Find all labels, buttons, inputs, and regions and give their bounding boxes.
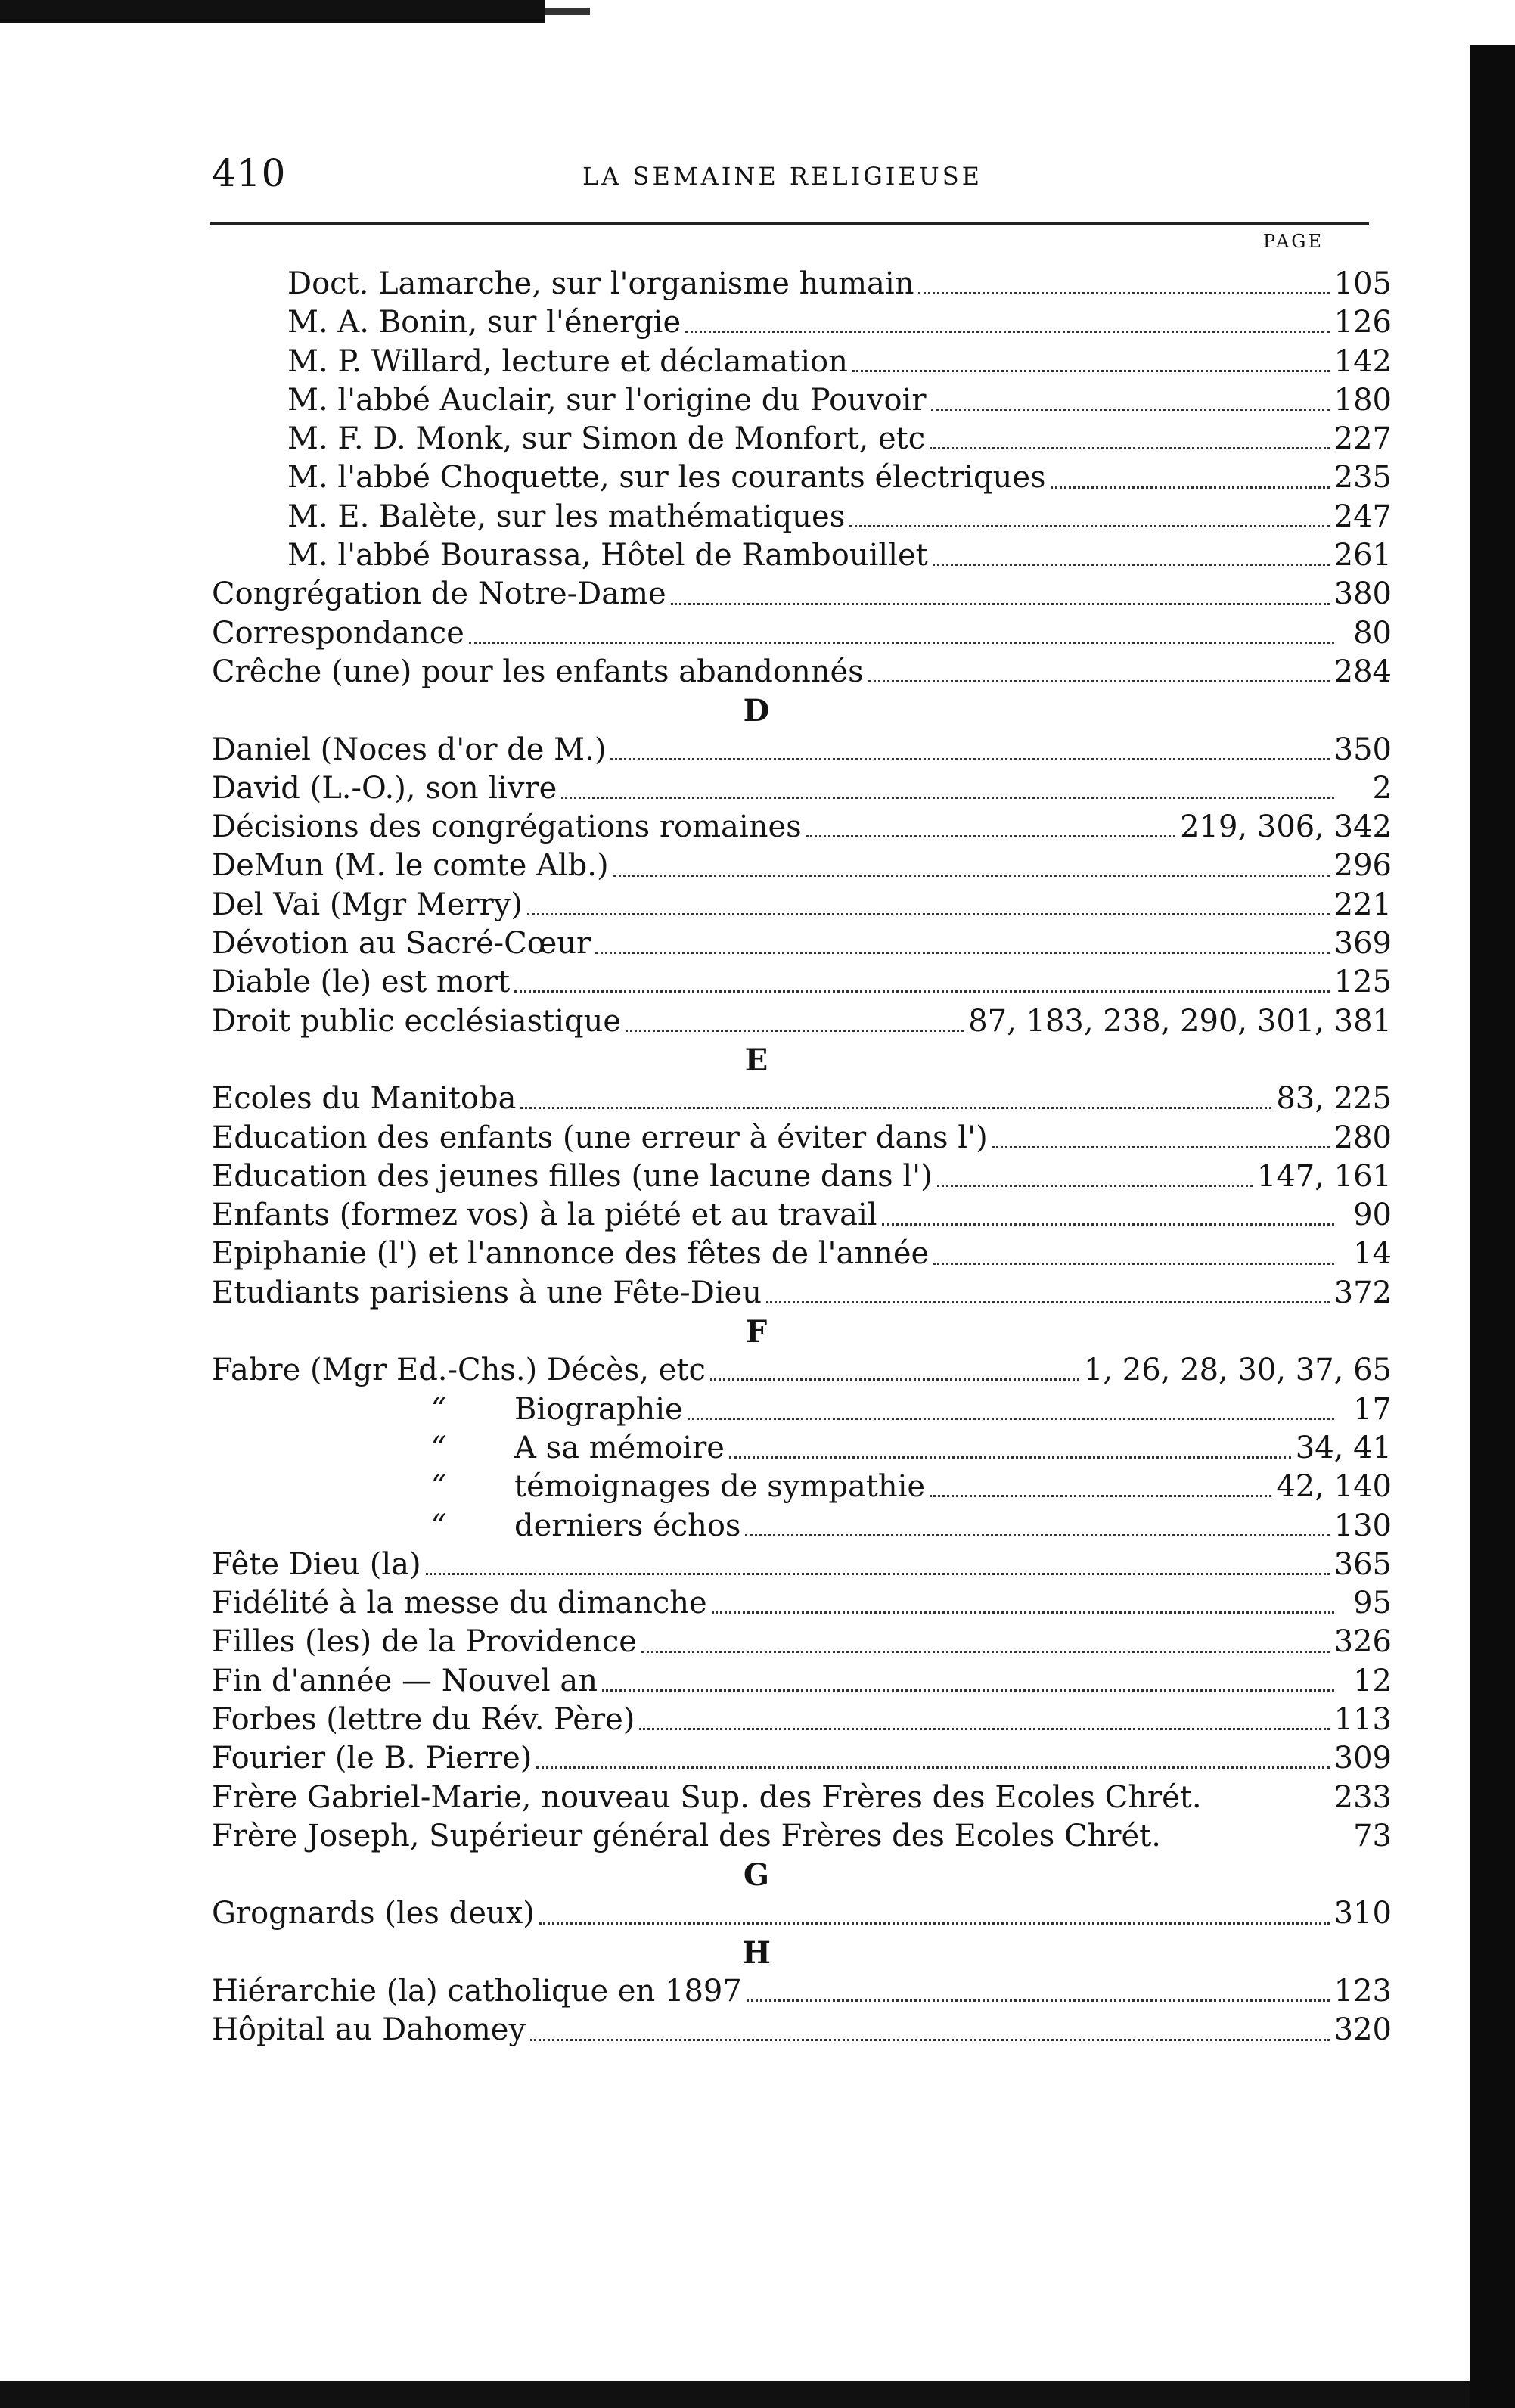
entry-label: David (L.-O.), son livre [212,770,557,806]
entry-label: Grognards (les deux) [212,1896,535,1931]
entry-label: Fabre (Mgr Ed.-Chs.) Décès, etc [212,1353,706,1388]
entry-pages: 320 [1333,2012,1392,2048]
dot-leader [527,904,1330,915]
index-entry [212,458,1392,497]
index-entry [212,1894,1392,1933]
entry-label: Forbes (lettre du Rév. Père) [212,1701,635,1737]
index-entry [212,924,1392,963]
entry-pages: 221 [1333,887,1392,922]
scan-border-right [1470,45,1515,2408]
entry-pages: 326 [1333,1624,1392,1660]
entry-pages: 90 [1353,1198,1392,1233]
entry-pages: 42, 140 [1276,1469,1392,1505]
entry-label: Fin d'année — Nouvel an [212,1663,598,1698]
entry-pages: 372 [1333,1275,1392,1310]
index-entry [212,1429,1392,1468]
index-entry [212,1468,1392,1506]
dot-leader [712,1602,1334,1614]
dot-leader [852,361,1330,372]
dot-leader [930,1486,1271,1497]
entry-pages: 113 [1333,1701,1392,1737]
index-entry [212,498,1392,536]
entry-label: Education des jeunes filles (une lacune dans l') [212,1158,933,1194]
index-entry [212,536,1392,575]
ditto-mark: “ [430,1508,447,1543]
entry-label: Ecoles du Manitoba [212,1081,517,1117]
scan-border-bottom [0,2381,1470,2408]
index-entry [212,575,1392,614]
letter-heading: F [745,1314,768,1350]
index-entry [212,1002,1392,1041]
entry-pages: 125 [1333,965,1392,1000]
index-entry [212,1080,1392,1118]
dot-leader [426,1564,1330,1575]
index-entries [212,265,1392,2050]
entry-label: Biographie [514,1391,683,1427]
index-entry [212,1390,1392,1429]
dot-leader [641,1642,1330,1653]
index-entry [212,1662,1392,1701]
entry-pages: 310 [1333,1896,1392,1931]
index-entry [212,1546,1392,1584]
entry-pages: 2 [1372,770,1392,806]
entry-pages: 284 [1333,654,1392,689]
entry-label: Droit public ecclésiastique [212,1003,622,1039]
entry-label: Correspondance [212,615,464,651]
entry-label: derniers échos [514,1508,741,1543]
dot-leader [602,1680,1334,1692]
entry-label: Doct. Lamarche, sur l'organisme humain [287,266,914,301]
dot-leader [469,632,1334,644]
index-entry [212,1351,1392,1390]
index-entry [212,847,1392,885]
entry-pages: 105 [1333,266,1392,301]
entry-label: Hiérarchie (la) catholique en 1897 [212,1974,742,2009]
index-entry [212,1779,1392,1817]
index-entry [212,653,1392,691]
index-entry [212,963,1392,1002]
entry-label: A sa mémoire [514,1430,725,1465]
dot-leader [918,283,1329,294]
entry-pages: 130 [1333,1508,1392,1543]
page-column-label: PAGE [1263,231,1324,252]
dot-leader [710,1369,1079,1381]
entry-label: DeMun (M. le comte Alb.) [212,848,609,884]
letter-heading: H [742,1934,771,1971]
index-entry [212,1972,1392,2011]
entry-label: Etudiants parisiens à une Fête-Dieu [212,1275,762,1310]
index-entry [212,343,1392,381]
entry-label: témoignages de sympathie [514,1469,926,1505]
dot-leader [514,981,1330,993]
letter-heading: D [743,693,770,729]
dot-leader [613,865,1330,877]
dot-leader [530,2030,1330,2041]
ditto-mark: “ [430,1430,447,1465]
entry-label: M. A. Bonin, sur l'énergie [287,305,681,340]
dot-leader [937,1176,1253,1187]
dot-leader [685,322,1330,333]
index-entry [212,381,1392,420]
dot-leader [561,788,1334,799]
entry-label: Daniel (Noces d'or de M.) [212,732,607,767]
entry-pages: 95 [1353,1586,1392,1621]
entry-label: M. l'abbé Bourassa, Hôtel de Rambouillet [287,538,928,573]
dot-leader [933,1254,1334,1265]
entry-pages: 147, 161 [1256,1158,1392,1194]
index-entry [212,769,1392,808]
entry-pages: 34, 41 [1295,1430,1392,1465]
entry-label: Education des enfants (une erreur à éviter dans l') [212,1120,988,1155]
index-entry [212,420,1392,458]
entry-label: Décisions des congrégations romaines [212,809,802,845]
dot-leader [992,1137,1330,1148]
entry-pages: 280 [1333,1120,1392,1155]
entry-label: M. P. Willard, lecture et déclamation [287,343,848,379]
index-entry [212,1817,1392,1856]
entry-label: Fidélité à la messe du dimanche [212,1586,707,1621]
entry-pages: 235 [1333,460,1392,496]
entry-pages: 247 [1333,499,1392,534]
entry-label: Congrégation de Notre-Dame [212,576,666,612]
index-entry [212,1196,1392,1235]
index-entry [212,614,1392,653]
entry-label: Epiphanie (l') et l'annonce des fêtes de l'année [212,1236,930,1272]
dot-leader [595,943,1329,954]
dot-leader [882,1214,1334,1226]
entry-pages: 14 [1353,1236,1392,1272]
page-number: 410 [212,151,287,195]
dot-leader [930,438,1329,449]
entry-label: Diable (le) est mort [212,965,511,1000]
dot-leader [933,555,1330,566]
dot-leader [688,1409,1334,1420]
entry-label: Fourier (le B. Pierre) [212,1741,532,1776]
dot-leader [520,1098,1271,1109]
entry-label: M. E. Balète, sur les mathématiques [287,499,846,534]
entry-pages: 219, 306, 342 [1180,809,1392,845]
index-entry [212,1701,1392,1739]
entry-pages: 17 [1353,1391,1392,1427]
entry-label: Del Vai (Mgr Merry) [212,887,523,922]
dot-leader [539,1913,1330,1925]
entry-pages: 365 [1333,1546,1392,1582]
entry-pages: 261 [1333,538,1392,573]
entry-pages: 309 [1333,1741,1392,1776]
index-entry [212,2011,1392,2049]
dot-leader [868,671,1330,682]
dot-leader [747,1990,1330,2002]
running-title: LA SEMAINE RELIGIEUSE [582,162,983,191]
dot-leader [639,1719,1329,1730]
entry-pages: 1, 26, 28, 30, 37, 65 [1083,1353,1392,1388]
entry-pages: 87, 183, 238, 290, 301, 381 [968,1003,1392,1039]
entry-label: Frère Joseph, Supérieur général des Frères des Ecoles Chrét. [212,1818,1161,1853]
entry-pages: 126 [1333,305,1392,340]
dot-leader [849,516,1329,527]
entry-pages: 80 [1353,615,1392,651]
dot-leader [536,1757,1329,1769]
index-entry [212,1623,1392,1661]
page-header [212,151,1369,212]
entry-label: M. F. D. Monk, sur Simon de Monfort, etc [287,421,926,457]
entry-label: Frère Gabriel-Marie, nouveau Sup. des Frères des Ecoles Chrét. [212,1779,1202,1815]
entry-pages: 380 [1333,576,1392,612]
dot-leader [806,826,1175,837]
dot-leader [766,1292,1330,1303]
index-entry [212,265,1392,303]
entry-pages: 350 [1333,732,1392,767]
entry-pages: 142 [1333,343,1392,379]
dot-leader [1166,1837,1334,1846]
dot-leader [931,399,1330,411]
index-entry [212,731,1392,769]
index-entry [212,1157,1392,1196]
entry-label: M. l'abbé Auclair, sur l'origine du Pouvoir [287,382,927,418]
entry-label: M. l'abbé Choquette, sur les courants électriques [287,460,1046,496]
entry-label: Fête Dieu (la) [212,1546,421,1582]
index-entry [212,1739,1392,1778]
entry-label: Enfants (formez vos) à la piété et au travail [212,1198,877,1233]
index-entry [212,1235,1392,1273]
entry-pages: 73 [1353,1818,1392,1853]
dot-leader [745,1525,1329,1536]
index-entry [212,303,1392,342]
dot-leader [626,1021,964,1032]
entry-pages: 369 [1333,926,1392,962]
entry-pages: 83, 225 [1276,1081,1392,1117]
entry-pages: 296 [1333,848,1392,884]
letter-heading: E [744,1042,768,1078]
ditto-mark: “ [430,1469,447,1505]
dot-leader [729,1447,1291,1459]
entry-label: Hôpital au Dahomey [212,2012,526,2048]
dot-leader [610,749,1329,760]
dot-leader [1206,1797,1330,1807]
entry-pages: 123 [1333,1974,1392,2009]
header-rule [210,222,1369,225]
entry-pages: 180 [1333,382,1392,418]
dot-leader [1051,477,1330,489]
entry-label: Dévotion au Sacré-Cœur [212,926,591,962]
entry-pages: 227 [1333,421,1392,457]
index-entry [212,886,1392,924]
entry-pages: 233 [1333,1779,1392,1815]
entry-pages: 12 [1353,1663,1392,1698]
letter-heading: G [743,1857,770,1894]
entry-label: Filles (les) de la Providence [212,1624,637,1660]
index-entry [212,1507,1392,1546]
index-entry [212,1584,1392,1623]
index-entry [212,808,1392,847]
index-entry [212,1274,1392,1313]
ditto-mark: “ [430,1391,447,1427]
index-entry [212,1119,1392,1157]
entry-label: Crêche (une) pour les enfants abandonnés [212,654,864,689]
dot-leader [671,594,1330,605]
